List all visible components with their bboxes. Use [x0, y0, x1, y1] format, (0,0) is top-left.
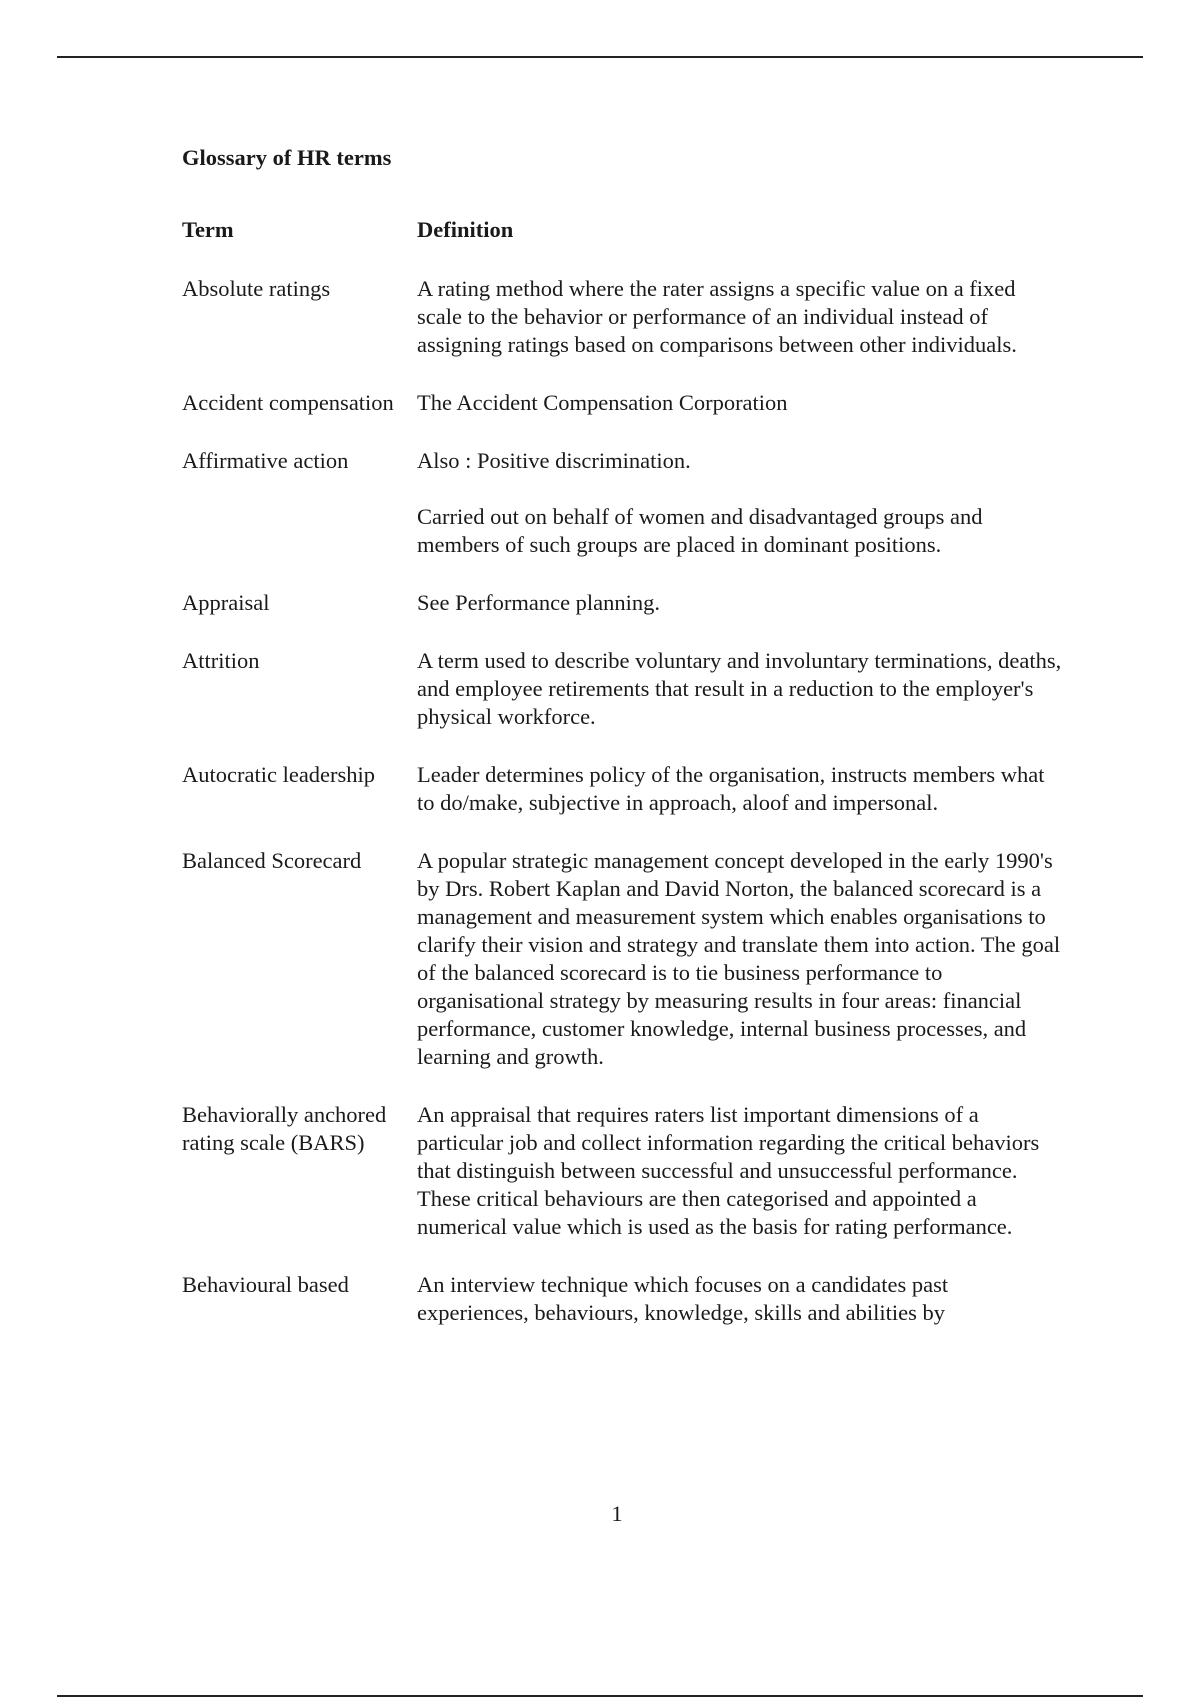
- glossary-term: Behavioural based: [182, 1272, 349, 1297]
- glossary-definition: [417, 589, 1062, 617]
- document-title: Glossary of HR terms: [182, 145, 392, 170]
- glossary-definition: [417, 389, 1062, 417]
- definition-paragraph: An interview technique which focuses on a candidates past experiences, behaviours, knowledge, skills and abilities by: [417, 1272, 949, 1325]
- definition-paragraph: A rating method where the rater assigns a specific value on a fixed scale to the behavior or performance of an individual instead of assigning ratings based on comparisons between other individuals.: [417, 276, 1017, 357]
- glossary-entry: [182, 1271, 1062, 1327]
- footer-rule: [57, 1695, 1143, 1697]
- glossary-entry: [182, 447, 1062, 559]
- glossary-term: Behaviorally anchored rating scale (BARS): [182, 1102, 387, 1155]
- glossary-definition: [417, 847, 1062, 1071]
- term-column-header: Term: [182, 217, 234, 242]
- definition-paragraph: Carried out on behalf of women and disadvantaged groups and members of such groups are placed in dominant positions.: [417, 504, 983, 557]
- definition-paragraph: See Performance planning.: [417, 590, 661, 615]
- glossary-term: Attrition: [182, 648, 260, 673]
- glossary-entry: [182, 647, 1062, 731]
- definition-paragraph: An appraisal that requires raters list important dimensions of a particular job and collect information regarding the critical behaviors that distinguish between successful and unsuccessful performance. These critical behaviours are then categorised and appointed a numerical value which is used as the basis for rating performance.: [417, 1102, 1040, 1239]
- glossary-term: Balanced Scorecard: [182, 848, 362, 873]
- glossary-definition: [417, 647, 1062, 731]
- definition-column-header: Definition: [417, 217, 514, 242]
- glossary-definition: [417, 275, 1062, 359]
- glossary-entry: [182, 589, 1062, 617]
- glossary-entry: [182, 1101, 1062, 1241]
- definition-paragraph: A term used to describe voluntary and involuntary terminations, deaths, and employee retirements that result in a reduction to the employer's physical workforce.: [417, 648, 1062, 729]
- glossary-term: Appraisal: [182, 590, 270, 615]
- definition-paragraph: Also : Positive discrimination.: [417, 448, 691, 473]
- table-header: [182, 216, 1062, 244]
- page-number: 1: [611, 1501, 623, 1526]
- glossary-list: [182, 275, 1062, 1327]
- document-body: [182, 144, 1062, 1327]
- glossary-definition: [417, 1101, 1062, 1241]
- glossary-definition: [417, 1271, 1062, 1327]
- header-rule: [57, 56, 1143, 58]
- glossary-entry: [182, 761, 1062, 817]
- glossary-entry: [182, 389, 1062, 417]
- definition-paragraph: The Accident Compensation Corporation: [417, 390, 788, 415]
- glossary-term: Absolute ratings: [182, 276, 331, 301]
- definition-paragraph: Leader determines policy of the organisation, instructs members what to do/make, subjective in approach, aloof and impersonal.: [417, 762, 1045, 815]
- glossary-term: Autocratic leadership: [182, 762, 376, 787]
- glossary-term: Accident compensation: [182, 390, 394, 415]
- glossary-term: Affirmative action: [182, 448, 349, 473]
- glossary-entry: [182, 275, 1062, 359]
- definition-paragraph: A popular strategic management concept developed in the early 1990's by Drs. Robert Kaplan and David Norton, the balanced scorecard is a management and measurement system which enables organisations to clarify their vision and strategy and translate them into action. The goal of the balanced scorecard is to tie business performance to organisational strategy by measuring results in four areas: financial performance, customer knowledge, internal business processes, and learning and growth.: [417, 848, 1061, 1069]
- glossary-definition: [417, 447, 1062, 559]
- glossary-entry: [182, 847, 1062, 1071]
- glossary-definition: [417, 761, 1062, 817]
